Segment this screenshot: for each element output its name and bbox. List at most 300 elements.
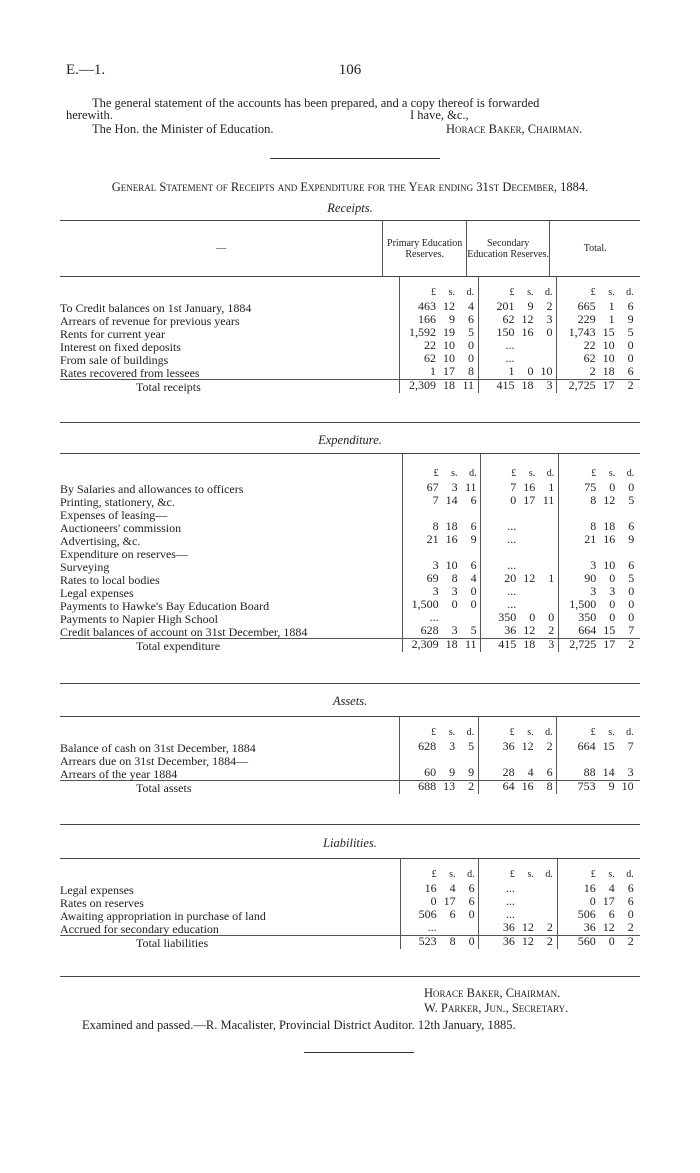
pence: 6 [627,364,634,378]
shillings: 18 [521,378,534,392]
row-label: By Salaries and allowances to officers [60,482,244,496]
pence: 7 [628,623,635,637]
pounds: 62 [424,351,437,365]
pence: 4 [470,571,477,585]
lsd-label: £ [431,287,437,298]
pounds: 21 [584,532,597,546]
shillings: 12 [443,299,456,313]
pounds: 36 [502,920,515,934]
amount [404,340,474,351]
amount [564,380,634,391]
row-label: Payments to Hawke's Bay Education Board [60,599,270,613]
table-row [60,521,640,534]
pence: 6 [470,558,477,572]
pence: 5 [628,493,635,507]
table-row [60,353,640,366]
amount [564,495,634,506]
pounds: ... [507,558,517,572]
amount [564,482,634,493]
shillings: 9 [449,765,456,779]
shillings: 15 [602,325,615,339]
pounds: 1,592 [409,325,437,339]
row-label: Legal expenses [60,586,134,600]
pence: 6 [468,881,475,895]
shillings: 0 [609,610,616,624]
table-row [60,896,640,909]
pounds: ... [507,597,517,611]
lsd-header [404,727,474,738]
pence: 2 [627,378,634,392]
amount [564,353,634,364]
shillings: 0 [529,610,536,624]
shillings: 17 [443,364,456,378]
pounds: 664 [577,739,596,753]
shillings: 1 [608,299,615,313]
amount [483,922,553,933]
amount [404,781,474,792]
pence: 2 [627,934,634,948]
shillings: 4 [608,881,615,895]
pence: 0 [628,584,635,598]
shillings: 18 [603,519,616,533]
pence: 6 [468,894,475,908]
shillings: 10 [445,558,458,572]
pence: 5 [468,325,475,339]
pence: 2 [548,623,555,637]
shillings: 9 [449,312,456,326]
pence: 0 [470,597,477,611]
intro-closing: I have, &c., [410,108,469,122]
row-label: Expenses of leasing— [60,508,168,522]
lsd-label: £ [590,287,596,298]
expenditure-table [60,454,640,652]
pounds: ... [507,584,517,598]
shillings: 17 [603,637,616,651]
total-row [60,936,640,950]
pounds: ... [505,894,515,908]
lsd-label: d. [466,287,475,298]
pence: 6 [470,493,477,507]
pounds: 560 [577,934,596,948]
amount [564,586,634,597]
amount [564,599,634,610]
amount [484,547,554,558]
amount [564,573,634,584]
pence: 6 [628,558,635,572]
receipts-bottom-rule [60,422,640,423]
amount [405,922,475,933]
assets-table [60,717,640,794]
pence: 6 [627,894,634,908]
liabilities-heading: Liabilities. [323,836,377,850]
statement-title: General Statement of Receipts and Expenditure for the Year ending 31st December, 1884. [111,180,589,194]
amount [404,353,474,364]
pounds: ... [507,519,517,533]
amount [484,573,554,584]
lsd-label: £ [431,869,437,880]
assets-bottom-rule [60,824,640,825]
pounds: 36 [502,934,515,948]
lsd-header [564,468,634,479]
column-header-total: Total. [550,221,640,276]
pounds: 8 [590,519,597,533]
shillings: 17 [602,378,615,392]
pounds: 16 [583,881,596,895]
amount [483,909,553,920]
row-label: Expenditure on reserves— [60,547,188,561]
lsd-label: s. [527,727,534,738]
lsd-label: £ [591,468,597,479]
lsd-label: d. [626,468,635,479]
amount [404,327,474,338]
amount [484,508,554,519]
pounds: 8 [590,493,597,507]
lsd-header [483,869,553,880]
lsd-label: s. [527,287,534,298]
pounds: 350 [578,610,597,624]
amount [484,560,554,571]
amount [483,340,553,351]
table-row [60,314,640,327]
lsd-label: d. [545,727,553,738]
shillings: 15 [602,739,615,753]
shillings: 3 [451,623,458,637]
liabilities-table [60,859,640,949]
shillings: 16 [603,532,616,546]
row-label: Arrears due on 31st December, 1884— [60,754,249,768]
lsd-label: £ [511,468,517,479]
amount [483,741,553,752]
receipts-heading: Receipts. [327,201,373,215]
table-row [60,754,640,767]
amount [564,767,634,778]
lsd-header [407,468,477,479]
pence: 0 [468,907,475,921]
amount [404,754,474,765]
total-label: Total liabilities [136,936,209,950]
pounds: 1 [508,364,515,378]
pence: 11 [542,493,555,507]
pounds: 415 [498,637,517,651]
pounds: 67 [426,480,439,494]
pence: 11 [462,378,475,392]
amount [564,625,634,636]
pence: 2 [628,637,635,651]
shillings: 12 [521,920,534,934]
shillings: 18 [443,378,456,392]
amount [483,754,553,765]
pounds: 3 [590,584,597,598]
pounds: 22 [583,338,596,352]
report-reference: E.—1. [66,62,106,78]
pence: 0 [548,610,555,624]
row-label: Advertising, &c. [60,534,141,548]
pounds: 8 [432,519,439,533]
pounds: 415 [496,378,515,392]
row-label: Balance of cash on 31st December, 1884 [60,741,256,755]
amount [564,754,634,765]
pence: 5 [627,325,634,339]
shillings: 6 [608,907,615,921]
pence: 2 [546,299,553,313]
amount [407,599,477,610]
table-row [60,301,640,314]
pence: 5 [628,571,635,585]
pounds: 7 [510,480,517,494]
section-divider [270,158,440,159]
shillings: 17 [443,894,456,908]
amount [564,936,634,947]
pounds: 62 [502,312,515,326]
amount [564,508,634,519]
shillings: 17 [523,493,536,507]
amount [483,380,553,391]
pounds: 166 [418,312,437,326]
pence: 6 [627,299,634,313]
pence: 6 [627,881,634,895]
pence: 8 [546,779,553,793]
pounds: 688 [418,779,437,793]
pounds: 506 [577,907,596,921]
pence: 2 [627,920,634,934]
pounds: 88 [583,765,596,779]
pence: 0 [546,325,553,339]
amount [405,883,475,894]
pence: 6 [468,312,475,326]
signoff-chairman: Horace Baker, Chairman. [424,986,561,1000]
table-row [60,573,640,586]
pounds: 201 [496,299,515,313]
shillings: 10 [443,351,456,365]
pounds: 2,725 [568,378,596,392]
lsd-header [564,727,634,738]
intro-line-2: herewith. [66,108,113,122]
pounds: 3 [590,558,597,572]
row-label: Accrued for secondary education [60,922,219,936]
row-label: Rates to local bodies [60,573,160,587]
lsd-label: d. [466,727,475,738]
lsd-label: s. [608,287,615,298]
lsd-label: £ [433,468,439,479]
lsd-label: £ [509,287,515,298]
amount [484,495,554,506]
table-row [60,741,640,754]
pounds: ... [429,610,439,624]
amount [484,599,554,610]
signoff-secretary: W. Parker, Jun., Secretary. [424,1001,569,1015]
closing-rule [304,1052,414,1053]
pence: 0 [628,597,635,611]
pence: 10 [621,779,634,793]
pounds: 36 [583,920,596,934]
table-row [60,327,640,340]
pounds: 2,725 [569,637,597,651]
amount [483,767,553,778]
amount [483,883,553,894]
amount [564,639,634,650]
intro-signatory: Horace Baker, Chairman. [446,122,583,136]
shillings: 12 [523,571,536,585]
shillings: 16 [521,779,534,793]
shillings: 12 [602,920,615,934]
amount [483,896,553,907]
shillings: 10 [602,338,615,352]
signoff-auditor: Examined and passed.—R. Macalister, Provincial District Auditor. 12th January, 1885. [82,1018,516,1032]
row-label: Arrears of the year 1884 [60,767,178,781]
row-label: Payments to Napier High School [60,612,218,626]
pence: 2 [468,779,475,793]
amount [407,639,477,650]
lsd-label: d. [467,869,475,880]
pounds: 665 [577,299,596,313]
pounds: 64 [502,779,515,793]
pounds: 1 [430,364,437,378]
pounds: 60 [424,765,437,779]
pounds: 69 [426,571,439,585]
row-label: Rates on reserves [60,896,144,910]
page-number: 106 [338,62,362,78]
amount [564,612,634,623]
shillings: 15 [603,623,616,637]
shillings: 19 [443,325,456,339]
lsd-label: d. [545,287,553,298]
pence: 7 [627,739,634,753]
amount [407,625,477,636]
total-label: Total assets [136,781,192,795]
pounds: 1,743 [568,325,596,339]
amount [407,547,477,558]
pence: 0 [627,907,634,921]
amount [484,521,554,532]
pounds: 16 [424,881,437,895]
amount [484,534,554,545]
amount [564,883,634,894]
shillings: 12 [521,934,534,948]
pounds: ... [505,338,515,352]
pence: 11 [465,637,477,651]
pence: 3 [546,378,553,392]
row-label: Surveying [60,560,110,574]
intro-addressee: The Hon. the Minister of Education. [92,122,274,136]
pence: 5 [468,739,475,753]
row-label: From sale of buildings [60,353,169,367]
pounds: 664 [578,623,597,637]
shillings: 0 [451,597,458,611]
lsd-header [564,869,634,880]
pence: 8 [468,364,475,378]
assets-heading: Assets. [332,694,368,708]
pounds: ... [505,351,515,365]
lsd-header [483,287,553,298]
lsd-label: d. [545,869,553,880]
amount [564,547,634,558]
lsd-label: £ [590,869,596,880]
amount [407,482,477,493]
lsd-label: d. [626,869,634,880]
table-row [60,495,640,508]
lsd-label: £ [590,727,596,738]
pounds: 0 [589,894,596,908]
pounds: 36 [502,739,515,753]
shillings: 0 [609,571,616,585]
amount [404,767,474,778]
pounds: ... [507,532,517,546]
pence: 9 [628,532,635,546]
lsd-label: s. [527,869,534,880]
shillings: 3 [451,584,458,598]
row-label: To Credit balances on 1st January, 1884 [60,301,252,315]
row-label: Auctioneers' commission [60,521,182,535]
pounds: 350 [498,610,517,624]
shillings: 8 [451,571,458,585]
shillings: 18 [445,637,458,651]
amount [407,560,477,571]
lsd-label: d. [469,468,477,479]
shillings: 18 [445,519,458,533]
table-row [60,883,640,896]
pounds: 463 [418,299,437,313]
pounds: 628 [420,623,439,637]
lsd-label: s. [451,468,458,479]
pence: 2 [546,739,553,753]
lsd-header [405,869,475,880]
table-row [60,909,640,922]
shillings: 14 [602,765,615,779]
shillings: 8 [449,934,456,948]
lsd-label: s. [608,869,615,880]
table-row [60,508,640,521]
shillings: 3 [451,480,458,494]
pounds: 753 [577,779,596,793]
pounds: 21 [426,532,439,546]
amount [484,482,554,493]
shillings: 4 [527,765,534,779]
lsd-header [404,287,474,298]
pence: 2 [546,920,553,934]
shillings: 18 [523,637,536,651]
shillings: 9 [608,779,615,793]
pounds: 628 [418,739,437,753]
shillings: 4 [449,881,456,895]
amount [564,327,634,338]
amount [564,922,634,933]
amount [564,340,634,351]
amount [564,314,634,325]
amount [564,781,634,792]
lsd-label: d. [626,727,634,738]
pence: 0 [628,610,635,624]
pounds: 523 [418,934,437,948]
pence: 9 [470,532,477,546]
lsd-label: s. [608,727,615,738]
total-row [60,781,640,795]
pence: 6 [628,519,635,533]
amount [404,301,474,312]
shillings: 0 [609,597,616,611]
receipts-table [60,277,640,393]
pounds: 0 [430,894,437,908]
pounds: 7 [432,493,439,507]
pounds: 28 [502,765,515,779]
amount [564,896,634,907]
table-row [60,547,640,560]
lsd-label: £ [509,869,515,880]
column-header-description: — [216,243,227,254]
pence: 3 [548,637,555,651]
amount [404,366,474,377]
pounds: 22 [424,338,437,352]
pence: 0 [628,480,635,494]
